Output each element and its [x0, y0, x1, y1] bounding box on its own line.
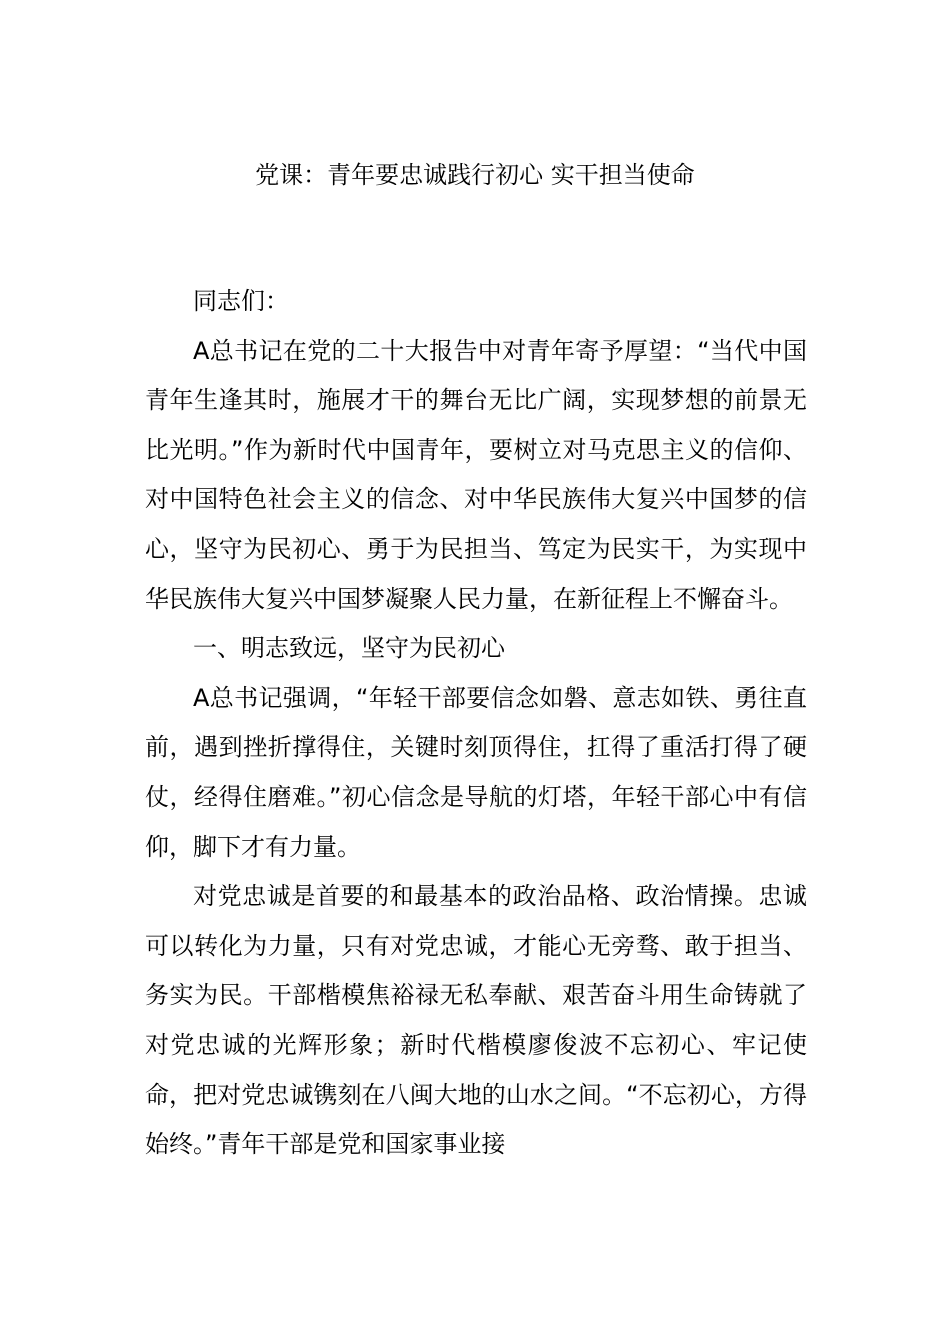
salutation-paragraph: 同志们： — [193, 287, 289, 315]
document-body — [145, 277, 807, 1170]
body-paragraph: A总书记在党的二十大报告中对青年寄予厚望：“当代中国青年生逢其时，施展才干的舞台无比广阔，实现梦想的前景无比光明。”作为新时代中国青年，要树立对马克思主义的信仰、对中国特色社会主义的信念、对中华民族伟大复兴中国梦的信心，坚守为民初心、勇于为民担当、笃定为民实干，为实现中华民族伟大复兴中国梦凝聚人民力量，在新征程上不懈奋斗。 — [145, 336, 807, 613]
body-paragraph: 对党忠诚是首要的和最基本的政治品格、政治情操。忠诚可以转化为力量，只有对党忠诚，才能心无旁骛、敢于担当、务实为民。干部楷模焦裕禄无私奉献、艰苦奋斗用生命铸就了对党忠诚的光辉形象；新时代楷模廖俊波不忘初心、牢记使命，把对党忠诚镌刻在八闽大地的山水之间。“不忘初心，方得始终。”青年干部是党和国家事业接 — [145, 882, 807, 1159]
section-heading: 一、明志致远，坚守为民初心 — [193, 634, 505, 663]
document-title: 党课：青年要忠诚践行初心 实干担当使命 — [255, 161, 695, 189]
body-paragraph: A总书记强调，“年轻干部要信念如磐、意志如铁、勇往直前，遇到挫折撑得住，关键时刻顶得住，扛得了重活打得了硬仗，经得住磨难。”初心信念是导航的灯塔，年轻干部心中有信仰，脚下才有力量。 — [145, 683, 807, 861]
